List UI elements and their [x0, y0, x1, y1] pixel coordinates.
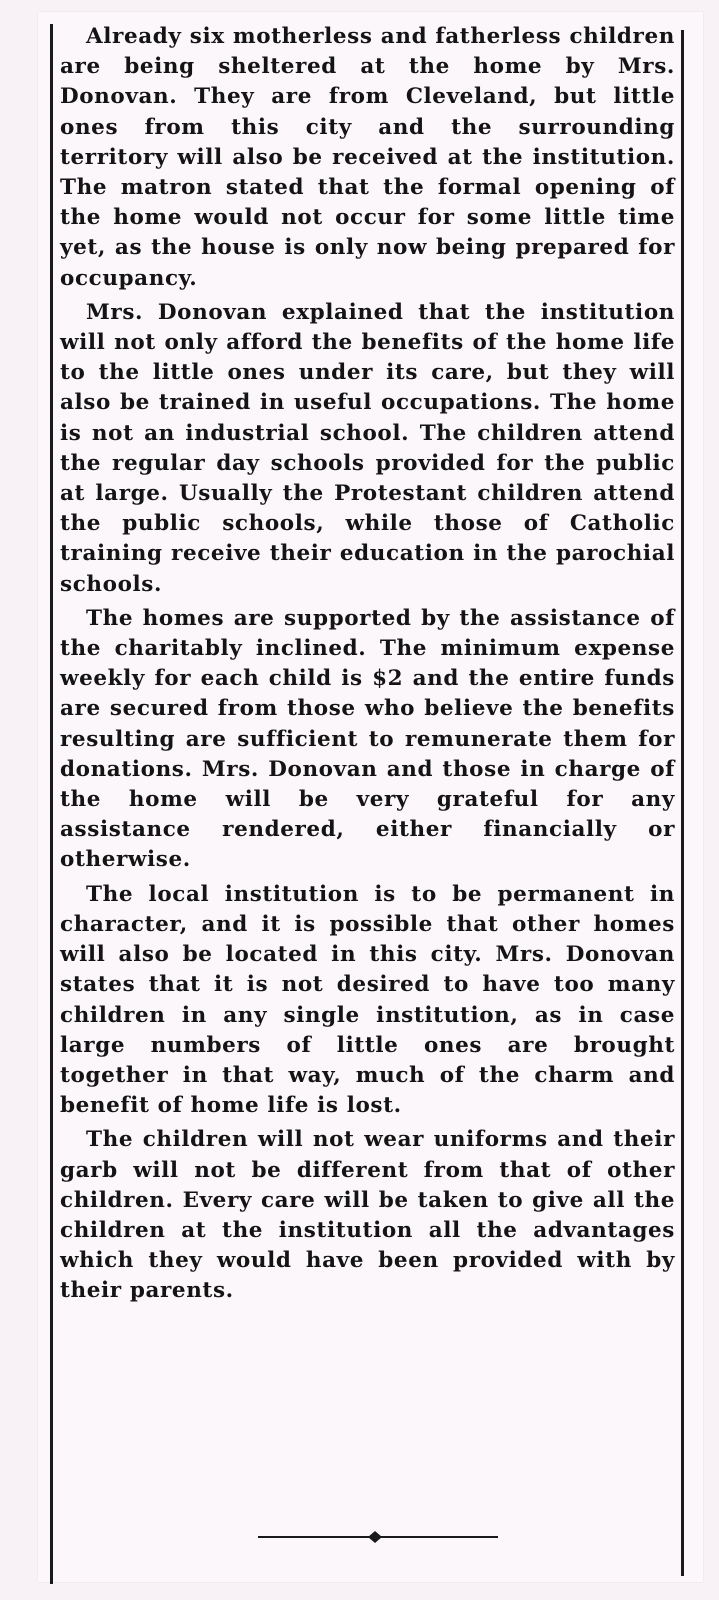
paragraph-5: The children will not wear uniforms and their garb will not be different from that of other children. Every care will be taken to give all the children at the institution all the advantages which they would have been provided with by their parents.: [60, 1127, 675, 1304]
article-body: [60, 22, 675, 1311]
paragraph-1: Already six motherless and fatherless children are being sheltered at the home by Mrs. Donovan. They are from Cleveland, but little ones from this city and the surrounding territory will also be received at the institution. The matron stated that the formal opening of the home would not occur for some little time yet, as the house is only now being prepared for occupancy.: [60, 24, 675, 291]
end-ornament-icon: [258, 1530, 498, 1544]
column-rule-right: [681, 30, 684, 1576]
paragraph-2: Mrs. Donovan explained that the institution will not only afford the benefits of the home life to the little ones under its care, but they will also be trained in useful occupations. The home is not an industrial school. The children attend the regular day schools provided for the public at large. Usually the Protestant children attend the public schools, while those of Catholic training receive their education in the parochial schools.: [60, 299, 675, 597]
column-rule-left: [50, 24, 53, 1584]
paragraph-3: The homes are supported by the assistance of the charitably inclined. The minimum expense weekly for each child is $2 and the entire funds are secured from those who believe the benefits resulting are sufficient to remunerate them for donations. Mrs. Donovan and those in charge of the home will be very grateful for any assistance rendered, either financially or otherwise.: [60, 605, 675, 873]
paragraph-4: The local institution is to be permanent in character, and it is possible that other homes will also be located in this city. Mrs. Donovan states that it is not desired to have too many children in any single institution, as in case large numbers of little ones are brought together in that way, much of the charm and benefit of home life is lost.: [60, 881, 675, 1119]
